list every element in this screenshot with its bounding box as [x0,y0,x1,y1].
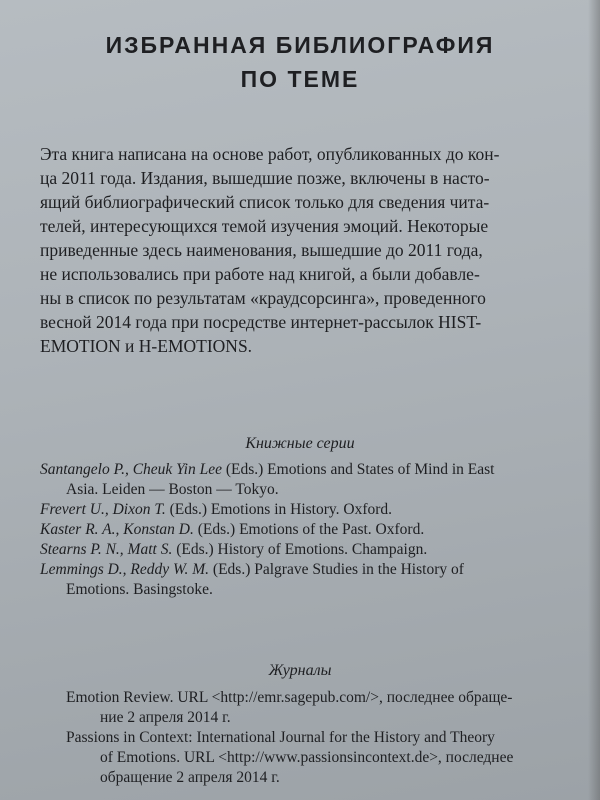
book-series-entry [40,520,580,540]
entry-continuation: Emotions. Basingstoke. [66,581,213,598]
intro-line: ны в список по результатам «краудсорсинга», проведенного [40,288,486,308]
entry-authors: Lemmings D., Reddy W. M. [40,561,210,578]
page-edge-shadow [588,0,600,800]
intro-line: Эта книга написана на основе работ, опубликованных до кон- [40,144,500,164]
intro-line: приведенные здесь наименования, вышедшие до 2011 года, [40,240,483,260]
intro-line: не использовались при работе над книгой, а были добавле- [40,264,480,284]
journals-list [40,688,580,788]
entry-first-line: Passions in Context: International Journal for the History and Theory [66,729,495,746]
entry-first-line [40,460,580,480]
entry-title: (Eds.) Emotions of the Past. Oxford. [193,521,425,538]
entry-title: (Eds.) Emotions and States of Mind in East [221,461,495,478]
entry-continuation: ние 2 апреля 2014 г. [100,709,231,726]
entry-authors: Santangelo P., Cheuk Yin Lee [40,461,222,478]
book-series-list [40,460,580,600]
intro-line: EMOTION и H-EMOTIONS. [40,336,253,356]
entry-first-line [40,560,580,580]
entry-title: (Eds.) Emotions in History. Oxford. [165,501,393,518]
entry-continuation: Asia. Leiden — Boston — Tokyo. [66,481,279,498]
book-series-entry [40,560,580,600]
page-title [40,28,560,96]
book-series-entry [40,540,580,560]
book-series-entry [40,500,580,520]
entry-first-line: Emotion Review. URL <http://emr.sagepub.com/>, последнее обраще- [66,689,513,706]
page-title-line-1: ИЗБРАННАЯ БИБЛИОГРАФИЯ [105,32,495,58]
entry-first-line [40,500,580,520]
book-series-heading: Книжные серии [245,435,355,452]
page-title-line-2: ПО ТЕМЕ [240,66,360,92]
entry-authors: Kaster R. A., Konstan D. [40,521,194,538]
entry-title: (Eds.) Palgrave Studies in the History of [209,561,464,578]
intro-line: весной 2014 года при посредстве интернет-рассылок HIST- [40,312,482,332]
entry-continuation: обращение 2 апреля 2014 г. [100,769,280,786]
intro-line: ца 2011 года. Издания, вышедшие позже, включены в насто- [40,168,490,188]
entry-first-line [40,520,580,540]
book-series-entry [40,460,580,500]
intro-line: ящий библиографический список только для сведения чита- [40,192,490,212]
journal-entry [40,728,580,788]
entry-title: (Eds.) History of Emotions. Champaign. [172,541,428,558]
intro-line: телей, интересующихся темой изучения эмоций. Некоторые [40,216,489,236]
journals-heading: Журналы [268,662,332,679]
entry-authors: Stearns P. N., Matt S. [40,541,173,558]
entry-continuation: of Emotions. URL <http://www.passionsincontext.de>, последнее [100,749,514,766]
entry-first-line [40,540,580,560]
entry-authors: Frevert U., Dixon T. [40,501,166,518]
intro-paragraph [40,142,570,358]
journal-entry [40,688,580,728]
